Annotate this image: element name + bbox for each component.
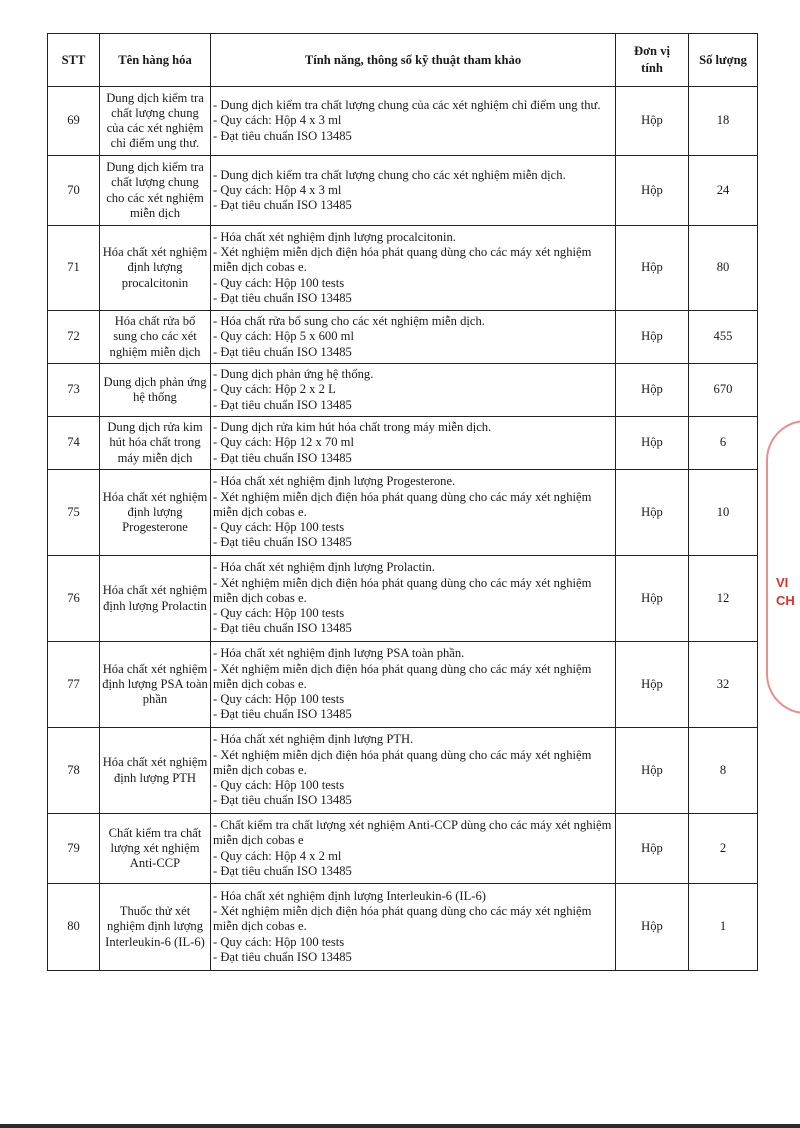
row-unit: Hộp: [616, 156, 689, 226]
row-quantity: 8: [689, 728, 758, 814]
table-row: [48, 156, 758, 226]
spec-line: - Dung dịch rửa kim hút hóa chất trong máy miễn dịch.: [213, 420, 492, 435]
row-item-name: Dung dịch phản ứng hệ thống: [100, 364, 211, 417]
spec-line: - Đạt tiêu chuẩn ISO 13485: [213, 793, 352, 808]
row-unit: Hộp: [616, 556, 689, 642]
row-spec-cell: [211, 226, 616, 311]
spec-line: - Quy cách: Hộp 100 tests: [213, 520, 345, 535]
row-stt: 75: [48, 470, 100, 556]
table-header-row: [48, 34, 758, 87]
spec-line: - Xét nghiệm miễn dịch điện hóa phát quang dùng cho các máy xét nghiệm miễn dịch cobas e.: [213, 575, 592, 605]
spec-line: - Đạt tiêu chuẩn ISO 13485: [213, 397, 352, 412]
row-item-name: Hóa chất xét nghiệm định lượng Prolactin: [100, 556, 211, 642]
table-row: [48, 87, 758, 156]
goods-table: [47, 33, 758, 971]
row-quantity: 6: [689, 417, 758, 470]
spec-line: - Quy cách: Hộp 100 tests: [213, 934, 345, 949]
row-unit: Hộp: [616, 814, 689, 884]
row-stt: 71: [48, 226, 100, 311]
table-row: [48, 226, 758, 311]
spec-line: - Quy cách: Hộp 2 x 2 L: [213, 382, 336, 397]
row-quantity: 18: [689, 87, 758, 156]
row-item-name: Hóa chất xét nghiệm định lượng PSA toàn phần: [100, 642, 211, 728]
row-item-name: Dung dịch kiểm tra chất lượng chung cho các xét nghiệm miễn dịch: [100, 156, 211, 226]
row-stt: 80: [48, 884, 100, 971]
spec-line: - Dung dịch kiểm tra chất lượng chung của các xét nghiệm chỉ điểm ung thư.: [213, 98, 601, 113]
header-stt: STT: [48, 34, 100, 87]
row-spec-cell: [211, 884, 616, 971]
spec-line: - Đạt tiêu chuẩn ISO 13485: [213, 707, 352, 722]
spec-line: - Quy cách: Hộp 100 tests: [213, 692, 345, 707]
table-row: [48, 311, 758, 364]
row-quantity: 1: [689, 884, 758, 971]
table-row: [48, 884, 758, 971]
row-quantity: 24: [689, 156, 758, 226]
row-spec-cell: [211, 364, 616, 417]
stamp-text-line1: VI: [776, 575, 789, 590]
scan-bottom-edge: [0, 1124, 800, 1128]
table-row: [48, 364, 758, 417]
spec-line: - Quy cách: Hộp 4 x 2 ml: [213, 848, 342, 863]
row-spec-cell: [211, 311, 616, 364]
spec-line: - Đạt tiêu chuẩn ISO 13485: [213, 128, 352, 143]
header-name: Tên hàng hóa: [100, 34, 211, 87]
spec-line: - Xét nghiệm miễn dịch điện hóa phát quang dùng cho các máy xét nghiệm miễn dịch cobas e.: [213, 489, 592, 519]
row-item-name: Chất kiểm tra chất lượng xét nghiệm Anti-CCP: [100, 814, 211, 884]
red-stamp-seal: [766, 420, 800, 714]
row-item-name: Hóa chất xét nghiệm định lượng Progesterone: [100, 470, 211, 556]
spec-line: - Quy cách: Hộp 100 tests: [213, 275, 345, 290]
row-item-name: Thuốc thử xét nghiệm định lượng Interleukin-6 (IL-6): [100, 884, 211, 971]
spec-line: - Đạt tiêu chuẩn ISO 13485: [213, 535, 352, 550]
row-stt: 72: [48, 311, 100, 364]
row-item-name: Dung dịch rửa kim hút hóa chất trong máy miễn dịch: [100, 417, 211, 470]
spec-line: - Quy cách: Hộp 100 tests: [213, 606, 345, 621]
spec-line: - Xét nghiệm miễn dịch điện hóa phát quang dùng cho các máy xét nghiệm miễn dịch cobas e.: [213, 661, 592, 691]
spec-line: - Xét nghiệm miễn dịch điện hóa phát quang dùng cho các máy xét nghiệm miễn dịch cobas e.: [213, 747, 592, 777]
row-spec-cell: [211, 814, 616, 884]
header-spec: Tính năng, thông số kỹ thuật tham khảo: [211, 34, 616, 87]
spec-line: - Quy cách: Hộp 4 x 3 ml: [213, 182, 342, 197]
stamp-text-line2: CH: [776, 593, 795, 608]
row-stt: 74: [48, 417, 100, 470]
table-row: [48, 556, 758, 642]
table-row: [48, 728, 758, 814]
spec-line: - Xét nghiệm miễn dịch điện hóa phát quang dùng cho các máy xét nghiệm miễn dịch cobas e.: [213, 245, 592, 275]
row-spec-cell: [211, 642, 616, 728]
spec-line: - Hóa chất xét nghiệm định lượng Progesterone.: [213, 474, 456, 489]
spec-line: - Đạt tiêu chuẩn ISO 13485: [213, 621, 352, 636]
table-row: [48, 417, 758, 470]
spec-line: - Đạt tiêu chuẩn ISO 13485: [213, 450, 352, 465]
row-stt: 77: [48, 642, 100, 728]
header-unit-line2: tính: [641, 61, 663, 75]
row-item-name: Hóa chất xét nghiệm định lượng PTH: [100, 728, 211, 814]
spec-line: - Dung dịch kiểm tra chất lượng chung cho các xét nghiệm miễn dịch.: [213, 167, 566, 182]
row-stt: 70: [48, 156, 100, 226]
table-row: [48, 642, 758, 728]
table-row: [48, 470, 758, 556]
spec-line: - Đạt tiêu chuẩn ISO 13485: [213, 344, 352, 359]
row-quantity: 670: [689, 364, 758, 417]
spec-line: - Chất kiểm tra chất lượng xét nghiệm Anti-CCP dùng cho các máy xét nghiệm miễn dịch cobas e: [213, 818, 612, 848]
spec-line: - Hóa chất xét nghiệm định lượng Interleukin-6 (IL-6): [213, 888, 486, 903]
row-stt: 76: [48, 556, 100, 642]
row-stt: 79: [48, 814, 100, 884]
row-spec-cell: [211, 556, 616, 642]
spec-line: - Hóa chất xét nghiệm định lượng Prolactin.: [213, 560, 435, 575]
row-unit: Hộp: [616, 642, 689, 728]
row-unit: Hộp: [616, 470, 689, 556]
spec-line: - Quy cách: Hộp 5 x 600 ml: [213, 329, 354, 344]
row-stt: 69: [48, 87, 100, 156]
spec-line: - Dung dịch phản ứng hệ thống.: [213, 367, 374, 382]
row-quantity: 2: [689, 814, 758, 884]
row-unit: Hộp: [616, 884, 689, 971]
row-unit: Hộp: [616, 417, 689, 470]
spec-line: - Quy cách: Hộp 12 x 70 ml: [213, 435, 354, 450]
row-item-name: Hóa chất rửa bổ sung cho các xét nghiệm miễn dịch: [100, 311, 211, 364]
header-unit-line1: Đơn vị: [633, 44, 671, 58]
row-spec-cell: [211, 417, 616, 470]
row-spec-cell: [211, 87, 616, 156]
spec-line: - Hóa chất rửa bổ sung cho các xét nghiệm miễn dịch.: [213, 314, 485, 329]
spec-line: - Đạt tiêu chuẩn ISO 13485: [213, 198, 352, 213]
row-quantity: 32: [689, 642, 758, 728]
row-quantity: 10: [689, 470, 758, 556]
spec-line: - Xét nghiệm miễn dịch điện hóa phát quang dùng cho các máy xét nghiệm miễn dịch cobas e.: [213, 904, 592, 934]
spec-line: - Đạt tiêu chuẩn ISO 13485: [213, 949, 352, 964]
spec-line: - Quy cách: Hộp 100 tests: [213, 778, 345, 793]
spec-line: - Hóa chất xét nghiệm định lượng procalcitonin.: [213, 229, 456, 244]
header-unit: [616, 34, 689, 87]
spec-line: - Hóa chất xét nghiệm định lượng PSA toàn phần.: [213, 646, 465, 661]
header-qty: Số lượng: [689, 34, 758, 87]
row-unit: Hộp: [616, 364, 689, 417]
table-row: [48, 814, 758, 884]
row-quantity: 80: [689, 226, 758, 311]
row-unit: Hộp: [616, 728, 689, 814]
spec-line: - Đạt tiêu chuẩn ISO 13485: [213, 290, 352, 305]
row-item-name: Dung dịch kiểm tra chất lượng chung của các xét nghiệm chỉ điểm ung thư.: [100, 87, 211, 156]
table-body: [48, 87, 758, 971]
spec-line: - Quy cách: Hộp 4 x 3 ml: [213, 113, 342, 128]
row-quantity: 12: [689, 556, 758, 642]
row-unit: Hộp: [616, 87, 689, 156]
row-unit: Hộp: [616, 311, 689, 364]
row-unit: Hộp: [616, 226, 689, 311]
row-spec-cell: [211, 470, 616, 556]
row-stt: 78: [48, 728, 100, 814]
spec-line: - Hóa chất xét nghiệm định lượng PTH.: [213, 732, 414, 747]
row-spec-cell: [211, 728, 616, 814]
row-spec-cell: [211, 156, 616, 226]
spec-line: - Đạt tiêu chuẩn ISO 13485: [213, 863, 352, 878]
row-item-name: Hóa chất xét nghiệm định lượng procalcitonin: [100, 226, 211, 311]
row-stt: 73: [48, 364, 100, 417]
row-quantity: 455: [689, 311, 758, 364]
